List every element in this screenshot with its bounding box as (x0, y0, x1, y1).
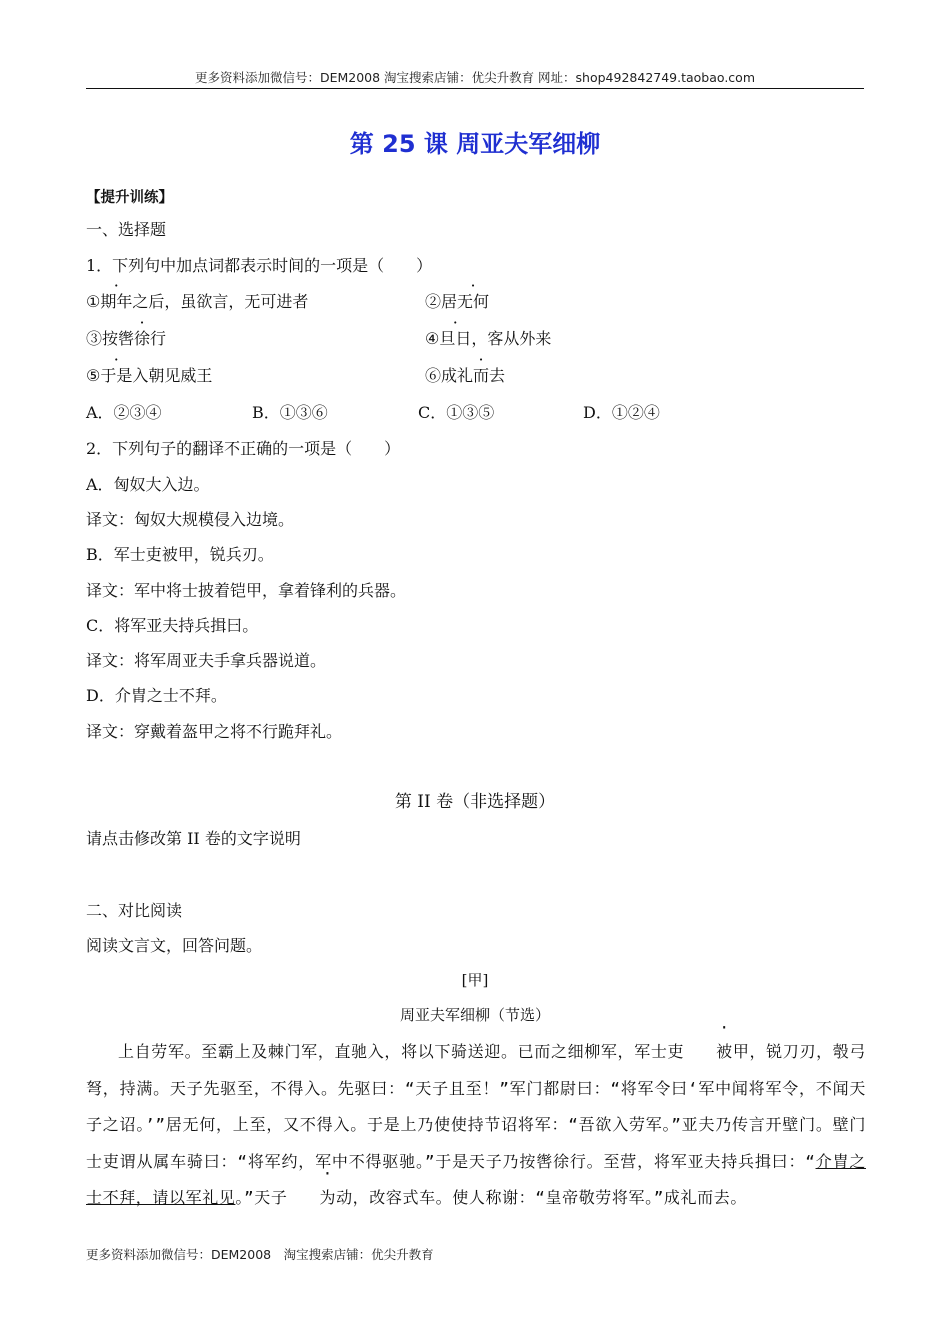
page-title: 第 25 课 周亚夫军细柳 (349, 130, 601, 158)
passage-label: [甲] (461, 971, 489, 989)
q1-item-3: ③按辔徐行 (86, 329, 167, 348)
q2-line: 译文：穿戴着盔甲之将不行跪拜礼。 (86, 722, 343, 741)
dotted-word: 徐 (134, 329, 151, 348)
dotted-word: 而 (473, 366, 490, 385)
q1-item-2: ②居无何 (425, 292, 490, 311)
q2-line: 译文：匈奴大规模侵入边境。 (86, 510, 295, 529)
part1-heading: 一、选择题 (86, 220, 167, 239)
q1-option-a: A．②③④ (86, 403, 162, 422)
underlined-sentence: 介胄之士不拜，请以军礼见 (86, 1151, 866, 1207)
question-1-stem: 1．下列句中加点词都表示时间的一项是（ ） (86, 256, 433, 275)
q1-option-d: D．①②④ (583, 403, 660, 422)
page-footer: 更多资料添加微信号：DEM2008 淘宝搜索店铺：优尖升教育 (86, 1247, 434, 1262)
dotted-word: 旦日 (439, 329, 472, 348)
q1-item-5: ⑤于是入朝见威王 (86, 366, 213, 385)
q2-line: A．匈奴大入边。 (86, 475, 210, 494)
q2-line: 译文：将军周亚夫手拿兵器说道。 (86, 651, 327, 670)
part2-heading: 二、对比阅读 (86, 901, 183, 920)
dotted-word: 于是 (100, 366, 133, 385)
dotted-word: 被 (716, 1042, 733, 1061)
q1-option-c: C．①③⑤ (418, 403, 495, 422)
q2-line: D．介胄之士不拜。 (86, 686, 227, 705)
q2-line: 译文：军中将士披着铠甲，拿着锋利的兵器。 (86, 581, 407, 600)
dotted-word: 期年 (100, 292, 133, 311)
dotted-word: 无何 (457, 292, 490, 311)
page-header: 更多资料添加微信号：DEM2008 淘宝搜索店铺：优尖升教育 网址：shop492842749.taobao.com (194, 70, 756, 85)
part2-instruction: 阅读文言文，回答问题。 (86, 936, 263, 955)
section-label: 【提升训练】 (86, 190, 173, 206)
q1-item-1: ①期年之后，虽欲言，无可进者 (86, 292, 309, 311)
classical-passage: 上自劳军。至霸上及棘门军，直驰入，将以下骑送迎。已而之细柳军，军士吏 被甲，锐刀刃，彀弓弩，持满。天子先驱至，不得入。先驱曰：“天子且至！”军门都尉曰：“将军令曰‘军中闻将军令，不闻天子之诏。’”居无何，上至，又不得入。于是上乃使使持节诏将军：“吾欲入劳军。”亚夫乃传言开壁门。壁门士吏谓从属车骑曰：“将军约，军中不得驱驰。”于是天子乃按辔徐行。至营，将军亚夫持兵揖曰：“介胄之士不拜，请以军礼见。”天子 为动，改容式车。使人称谢：“皇帝敬劳将军。”成礼而去。 (86, 1034, 866, 1217)
q2-line: C．将军亚夫持兵揖曰。 (86, 616, 259, 635)
q1-item-4: ④旦日，客从外来 (425, 329, 552, 348)
q2-line: B．军士吏被甲，锐兵刃。 (86, 545, 274, 564)
dotted-word: 为 (319, 1188, 337, 1207)
header-divider (86, 88, 864, 89)
passage-title: 周亚夫军细柳（节选） (399, 1006, 550, 1024)
volume-2-note[interactable]: 请点击修改第 II 卷的文字说明 (86, 829, 301, 848)
q1-option-b: B．①③⑥ (252, 403, 328, 422)
volume-2-title: 第 II 卷（非选择题） (394, 792, 556, 812)
q1-item-6: ⑥成礼而去 (425, 366, 506, 385)
question-2-stem: 2．下列句子的翻译不正确的一项是（ ） (86, 439, 401, 458)
